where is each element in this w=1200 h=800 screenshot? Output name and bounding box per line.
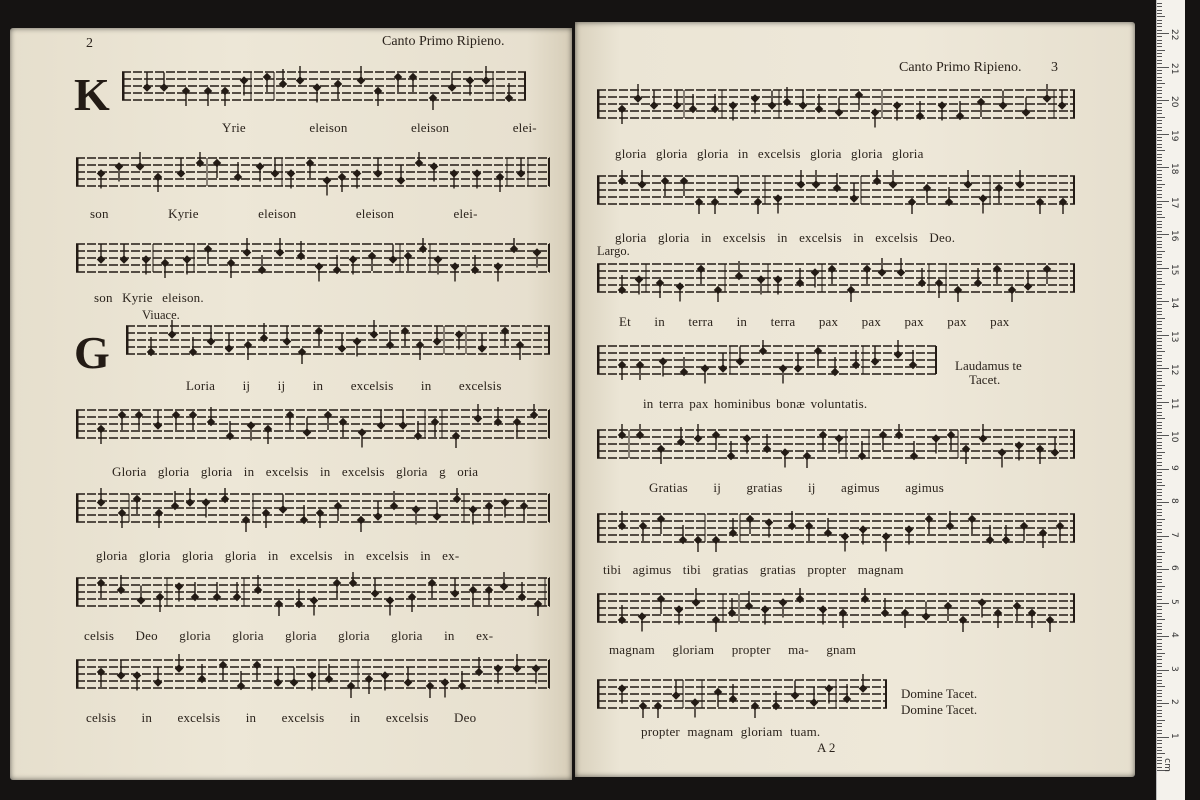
ruler-tick	[1157, 542, 1162, 543]
ruler-tick	[1157, 398, 1162, 399]
ruler-tick	[1157, 130, 1162, 131]
ruler-label: 11	[1169, 397, 1179, 409]
ruler-tick	[1157, 214, 1162, 215]
tempo-marking: Viuace.	[142, 308, 180, 322]
ruler-label: 13	[1169, 330, 1179, 342]
ruler-tick	[1157, 700, 1162, 701]
ruler-tick	[1157, 599, 1162, 600]
ruler-tick	[1157, 442, 1162, 443]
ruler-tick	[1157, 388, 1162, 389]
ruler-tick	[1157, 271, 1162, 272]
ruler-tick	[1157, 157, 1162, 158]
initial-letter-k: K	[74, 69, 110, 120]
ruler-label: 9	[1169, 464, 1179, 471]
ruler-tick	[1157, 529, 1162, 530]
ruler-tick	[1157, 231, 1162, 232]
ruler-tick	[1157, 16, 1165, 17]
ruler-tick	[1157, 469, 1169, 470]
ruler-tick	[1157, 190, 1162, 191]
ruler-tick	[1157, 26, 1162, 27]
movement-note: Domine Tacet.	[901, 686, 978, 701]
ruler-tick	[1157, 288, 1162, 289]
ruler-tick	[1157, 462, 1162, 463]
ruler-tick	[1157, 458, 1162, 459]
music-staff	[597, 588, 1075, 632]
ruler-tick	[1157, 512, 1162, 513]
ruler-tick	[1157, 562, 1162, 563]
ruler-tick	[1157, 686, 1165, 687]
lyric-line: magnam gloriam propter ma- gnam	[609, 642, 857, 657]
ruler-tick	[1157, 723, 1162, 724]
ruler-tick	[1157, 415, 1162, 416]
ruler-tick	[1157, 361, 1162, 362]
ruler-tick	[1157, 160, 1162, 161]
ruler-tick	[1157, 328, 1162, 329]
ruler-tick	[1157, 733, 1162, 734]
ruler-label: 2	[1169, 699, 1179, 705]
ruler-tick	[1157, 663, 1162, 664]
ruler-tick	[1157, 710, 1162, 711]
music-staff	[597, 424, 1075, 468]
ruler-tick	[1157, 335, 1169, 336]
ruler-tick	[1157, 345, 1162, 346]
ruler-tick	[1157, 646, 1162, 647]
ruler-label: 4	[1169, 632, 1179, 638]
ruler-tick	[1157, 97, 1162, 98]
ruler-tick	[1157, 237, 1162, 238]
ruler-tick	[1157, 489, 1162, 490]
ruler-tick	[1157, 546, 1162, 547]
ruler-tick	[1157, 117, 1165, 118]
ruler-tick	[1157, 341, 1162, 342]
ruler-tick	[1157, 56, 1162, 57]
ruler-tick	[1157, 606, 1162, 607]
ruler-label: 16	[1169, 230, 1179, 242]
ruler-tick	[1157, 445, 1162, 446]
ruler-tick	[1157, 150, 1165, 151]
ruler-tick	[1157, 743, 1162, 744]
ruler-tick	[1157, 522, 1162, 523]
ruler-tick	[1157, 629, 1162, 630]
ruler-tick	[1157, 365, 1162, 366]
ruler-tick	[1157, 633, 1162, 634]
ruler-tick	[1157, 408, 1162, 409]
ruler-tick	[1157, 418, 1165, 419]
ruler-tick	[1157, 395, 1162, 396]
ruler-tick	[1157, 532, 1162, 533]
ruler-tick	[1157, 505, 1162, 506]
ruler-tick	[1157, 499, 1162, 500]
ruler-tick	[1157, 174, 1162, 175]
ruler-tick	[1157, 485, 1165, 486]
lyric-line: gloria gloria gloria gloria in excelsis in excelsis in ex-	[96, 548, 460, 563]
ruler-tick	[1157, 435, 1169, 436]
ruler-tick	[1157, 680, 1162, 681]
ruler-tick	[1157, 87, 1162, 88]
ruler-tick	[1157, 201, 1169, 202]
ruler-tick	[1157, 180, 1162, 181]
lyric-line: Gloria gloria gloria in excelsis in excelsis gloria g oria	[112, 464, 479, 479]
ruler-tick	[1157, 13, 1162, 14]
ruler-tick	[1157, 308, 1162, 309]
ruler-label: 10	[1169, 431, 1179, 443]
ruler-tick	[1157, 525, 1162, 526]
ruler-tick	[1157, 321, 1162, 322]
ruler-tick	[1157, 93, 1162, 94]
ruler-tick	[1157, 70, 1162, 71]
ruler-tick	[1157, 197, 1162, 198]
ruler-label: 8	[1169, 498, 1179, 504]
ruler-tick	[1157, 184, 1165, 185]
ruler-tick	[1157, 639, 1162, 640]
ruler-tick	[1157, 375, 1162, 376]
ruler-tick	[1157, 706, 1162, 707]
ruler-tick	[1157, 204, 1162, 205]
ruler-tick	[1157, 244, 1162, 245]
ruler-tick	[1157, 3, 1162, 4]
ruler-label: 17	[1169, 196, 1179, 208]
lyric-line: Loria ij ij in excelsis in excelsis	[186, 378, 502, 393]
ruler-tick	[1157, 36, 1162, 37]
ruler-tick	[1157, 241, 1162, 242]
ruler-tick	[1157, 653, 1165, 654]
ruler-tick	[1157, 264, 1162, 265]
ruler-tick	[1157, 385, 1165, 386]
ruler-tick	[1157, 324, 1162, 325]
ruler-tick	[1157, 425, 1162, 426]
ruler-tick	[1157, 247, 1162, 248]
movement-note: Laudamus te	[955, 358, 1022, 373]
ruler-tick	[1157, 556, 1162, 557]
ruler-tick	[1157, 348, 1162, 349]
ruler-tick	[1157, 164, 1162, 165]
ruler-tick	[1157, 649, 1162, 650]
ruler-tick	[1157, 127, 1162, 128]
ruler-tick	[1157, 720, 1165, 721]
lyric-line: Yrie eleison eleison elei-	[222, 120, 537, 135]
ruler-tick	[1157, 103, 1162, 104]
ruler-tick	[1157, 110, 1162, 111]
music-staff	[76, 654, 550, 698]
ruler-unit: cm	[1161, 758, 1172, 772]
ruler-tick	[1157, 552, 1165, 553]
ruler-tick	[1157, 656, 1162, 657]
ruler-tick	[1157, 609, 1162, 610]
ruler-tick	[1157, 730, 1162, 731]
lyric-line: in terra pax hominibus bonæ voluntatis.	[643, 396, 868, 411]
ruler-tick	[1157, 281, 1162, 282]
ruler-tick	[1157, 147, 1162, 148]
ruler-tick	[1157, 224, 1162, 225]
ruler-label: 3	[1169, 665, 1179, 672]
lyric-line: gloria gloria in excelsis in excelsis in excelsis Deo.	[615, 230, 956, 245]
signature-mark: A 2	[817, 740, 836, 755]
ruler-tick	[1157, 619, 1165, 620]
music-staff	[597, 674, 887, 718]
ruler-tick	[1157, 572, 1162, 573]
ruler-tick	[1157, 371, 1162, 372]
ruler-tick	[1157, 154, 1162, 155]
ruler-tick	[1157, 274, 1162, 275]
ruler-tick	[1157, 747, 1162, 748]
ruler-tick	[1157, 167, 1169, 168]
measuring-ruler	[1156, 0, 1185, 800]
ruler-tick	[1157, 268, 1169, 269]
lyric-line: celsis in excelsis in excelsis in excelsis Deo	[86, 710, 477, 725]
ruler-tick	[1157, 381, 1162, 382]
ruler-tick	[1157, 482, 1162, 483]
ruler-tick	[1157, 358, 1162, 359]
ruler-tick	[1157, 603, 1169, 604]
lyric-line: son Kyrie eleison eleison elei-	[90, 206, 478, 221]
ruler-tick	[1157, 670, 1169, 671]
ruler-tick	[1157, 465, 1162, 466]
ruler-tick	[1157, 569, 1169, 570]
ruler-tick	[1157, 207, 1162, 208]
ruler-tick	[1157, 576, 1162, 577]
ruler-label: 14	[1169, 297, 1179, 309]
right-page	[575, 22, 1135, 777]
ruler-tick	[1157, 515, 1162, 516]
ruler-tick	[1157, 107, 1162, 108]
ruler-tick	[1157, 46, 1162, 47]
ruler-tick	[1157, 294, 1162, 295]
ruler-label: 19	[1169, 129, 1179, 141]
ruler-tick	[1157, 391, 1162, 392]
ruler-tick	[1157, 194, 1162, 195]
ruler-tick	[1157, 737, 1169, 738]
ruler-label: 20	[1169, 96, 1179, 108]
ruler-tick	[1157, 123, 1162, 124]
music-staff	[76, 572, 550, 616]
ruler-tick	[1157, 301, 1169, 302]
ruler-tick	[1157, 703, 1169, 704]
ruler-tick	[1157, 673, 1162, 674]
ruler-tick	[1157, 596, 1162, 597]
ruler-tick	[1157, 40, 1162, 41]
ruler-tick	[1157, 613, 1162, 614]
left-page-number: 2	[86, 36, 93, 51]
ruler-tick	[1157, 20, 1162, 21]
ruler-tick	[1157, 60, 1162, 61]
ruler-tick	[1157, 77, 1162, 78]
ruler-tick	[1157, 298, 1162, 299]
ruler-tick	[1157, 509, 1162, 510]
ruler-tick	[1157, 80, 1162, 81]
ruler-tick	[1157, 177, 1162, 178]
ruler-tick	[1157, 113, 1162, 114]
music-staff	[122, 66, 526, 110]
ruler-label: 6	[1169, 565, 1179, 571]
music-staff	[597, 340, 937, 384]
ruler-tick	[1157, 144, 1162, 145]
music-staff	[76, 152, 550, 196]
ruler-tick	[1157, 713, 1162, 714]
ruler-tick	[1157, 693, 1162, 694]
lyric-line: Gratias ij gratias ij agimus agimus	[649, 480, 944, 495]
ruler-tick	[1157, 448, 1162, 449]
music-staff	[597, 508, 1075, 552]
ruler-tick	[1157, 278, 1162, 279]
ruler-tick	[1157, 134, 1169, 135]
ruler-tick	[1157, 137, 1162, 138]
ruler-tick	[1157, 579, 1162, 580]
ruler-tick	[1157, 304, 1162, 305]
ruler-tick	[1157, 586, 1165, 587]
initial-letter-g: G	[74, 327, 110, 378]
ruler-tick	[1157, 475, 1162, 476]
ruler-tick	[1157, 582, 1162, 583]
ruler-tick	[1157, 351, 1165, 352]
ruler-tick	[1157, 355, 1162, 356]
ruler-tick	[1157, 254, 1162, 255]
ruler-tick	[1157, 539, 1162, 540]
movement-note: Domine Tacet.	[901, 702, 978, 717]
ruler-tick	[1157, 549, 1162, 550]
ruler-tick	[1157, 422, 1162, 423]
ruler-tick	[1157, 63, 1162, 64]
ruler-tick	[1157, 740, 1162, 741]
ruler-label: 1	[1169, 732, 1179, 739]
ruler-tick	[1157, 716, 1162, 717]
lyric-line: propter magnam gloriam tuam.	[641, 724, 821, 739]
lyric-line: Et in terra in terra pax pax pax pax pax	[619, 314, 1010, 329]
music-staff	[597, 258, 1075, 302]
ruler-tick	[1157, 284, 1165, 285]
ruler-label: 18	[1169, 163, 1179, 175]
ruler-tick	[1157, 405, 1162, 406]
ruler-tick	[1157, 10, 1162, 11]
music-staff	[597, 84, 1075, 128]
ruler-tick	[1157, 592, 1162, 593]
ruler-tick	[1157, 73, 1162, 74]
ruler-tick	[1157, 636, 1169, 637]
ruler-tick	[1157, 291, 1162, 292]
ruler-tick	[1157, 23, 1162, 24]
ruler-label: 15	[1169, 263, 1179, 275]
ruler-tick	[1157, 428, 1162, 429]
ruler-tick	[1157, 696, 1162, 697]
ruler-label: 21	[1169, 62, 1179, 74]
ruler-tick	[1157, 217, 1165, 218]
ruler-tick	[1157, 690, 1162, 691]
tempo-marking: Largo.	[597, 244, 630, 258]
ruler-tick	[1157, 120, 1162, 121]
ruler-tick	[1157, 100, 1169, 101]
ruler-tick	[1157, 140, 1162, 141]
lyric-line: son Kyrie eleison.	[94, 290, 204, 305]
left-running-head: Canto Primo Ripieno.	[382, 34, 505, 49]
ruler-tick	[1157, 251, 1165, 252]
lyric-line: gloria gloria gloria in excelsis gloria gloria gloria	[615, 146, 924, 161]
ruler-label: 5	[1169, 598, 1179, 605]
ruler-tick	[1157, 643, 1162, 644]
music-staff	[597, 170, 1075, 214]
ruler-tick	[1157, 455, 1162, 456]
ruler-tick	[1157, 331, 1162, 332]
ruler-tick	[1157, 67, 1169, 68]
ruler-tick	[1157, 479, 1162, 480]
ruler-tick	[1157, 502, 1169, 503]
ruler-label: 7	[1169, 531, 1179, 538]
ruler-tick	[1157, 53, 1162, 54]
ruler-tick	[1157, 750, 1162, 751]
ruler-tick	[1157, 50, 1165, 51]
ruler-tick	[1157, 495, 1162, 496]
ruler-tick	[1157, 311, 1162, 312]
ruler-tick	[1157, 221, 1162, 222]
ruler-tick	[1157, 616, 1162, 617]
ruler-tick	[1157, 536, 1169, 537]
ruler-tick	[1157, 187, 1162, 188]
music-staff	[76, 238, 550, 282]
ruler-tick	[1157, 261, 1162, 262]
ruler-tick	[1157, 559, 1162, 560]
lyric-line: celsis Deo gloria gloria gloria gloria gloria in ex-	[84, 628, 494, 643]
ruler-tick	[1157, 623, 1162, 624]
music-staff	[76, 488, 550, 532]
ruler-tick	[1157, 402, 1169, 403]
ruler-tick	[1157, 83, 1165, 84]
ruler-tick	[1157, 314, 1162, 315]
ruler-tick	[1157, 519, 1165, 520]
ruler-tick	[1157, 368, 1169, 369]
ruler-tick	[1157, 492, 1162, 493]
ruler-tick	[1157, 626, 1162, 627]
ruler-tick	[1157, 43, 1162, 44]
ruler-tick	[1157, 412, 1162, 413]
right-page-number: 3	[1051, 60, 1058, 75]
ruler-tick	[1157, 438, 1162, 439]
ruler-tick	[1157, 676, 1162, 677]
ruler-label: 22	[1169, 29, 1179, 41]
ruler-tick	[1157, 683, 1162, 684]
ruler-tick	[1157, 659, 1162, 660]
ruler-tick	[1157, 726, 1162, 727]
ruler-tick	[1157, 666, 1162, 667]
left-page	[10, 28, 572, 780]
music-staff	[76, 404, 550, 448]
ruler-tick	[1157, 30, 1162, 31]
ruler-tick	[1157, 432, 1162, 433]
lyric-line: tibi agimus tibi gratias gratias propter magnam	[603, 562, 904, 577]
ruler-tick	[1157, 378, 1162, 379]
ruler-tick	[1157, 234, 1169, 235]
ruler-tick	[1157, 318, 1165, 319]
ruler-tick	[1157, 472, 1162, 473]
ruler-tick	[1157, 90, 1162, 91]
ruler-tick	[1157, 753, 1165, 754]
ruler-tick	[1157, 257, 1162, 258]
ruler-tick	[1157, 566, 1162, 567]
ruler-tick	[1157, 227, 1162, 228]
ruler-label: 12	[1169, 364, 1179, 376]
ruler-tick	[1157, 33, 1169, 34]
ruler-tick	[1157, 170, 1162, 171]
right-running-head: Canto Primo Ripieno.	[899, 60, 1022, 75]
ruler-tick	[1157, 589, 1162, 590]
ruler-tick	[1157, 338, 1162, 339]
ruler-tick	[1157, 452, 1165, 453]
movement-note: Tacet.	[969, 372, 1001, 387]
music-staff	[126, 320, 550, 364]
ruler-tick	[1157, 211, 1162, 212]
ruler-tick	[1157, 6, 1162, 7]
